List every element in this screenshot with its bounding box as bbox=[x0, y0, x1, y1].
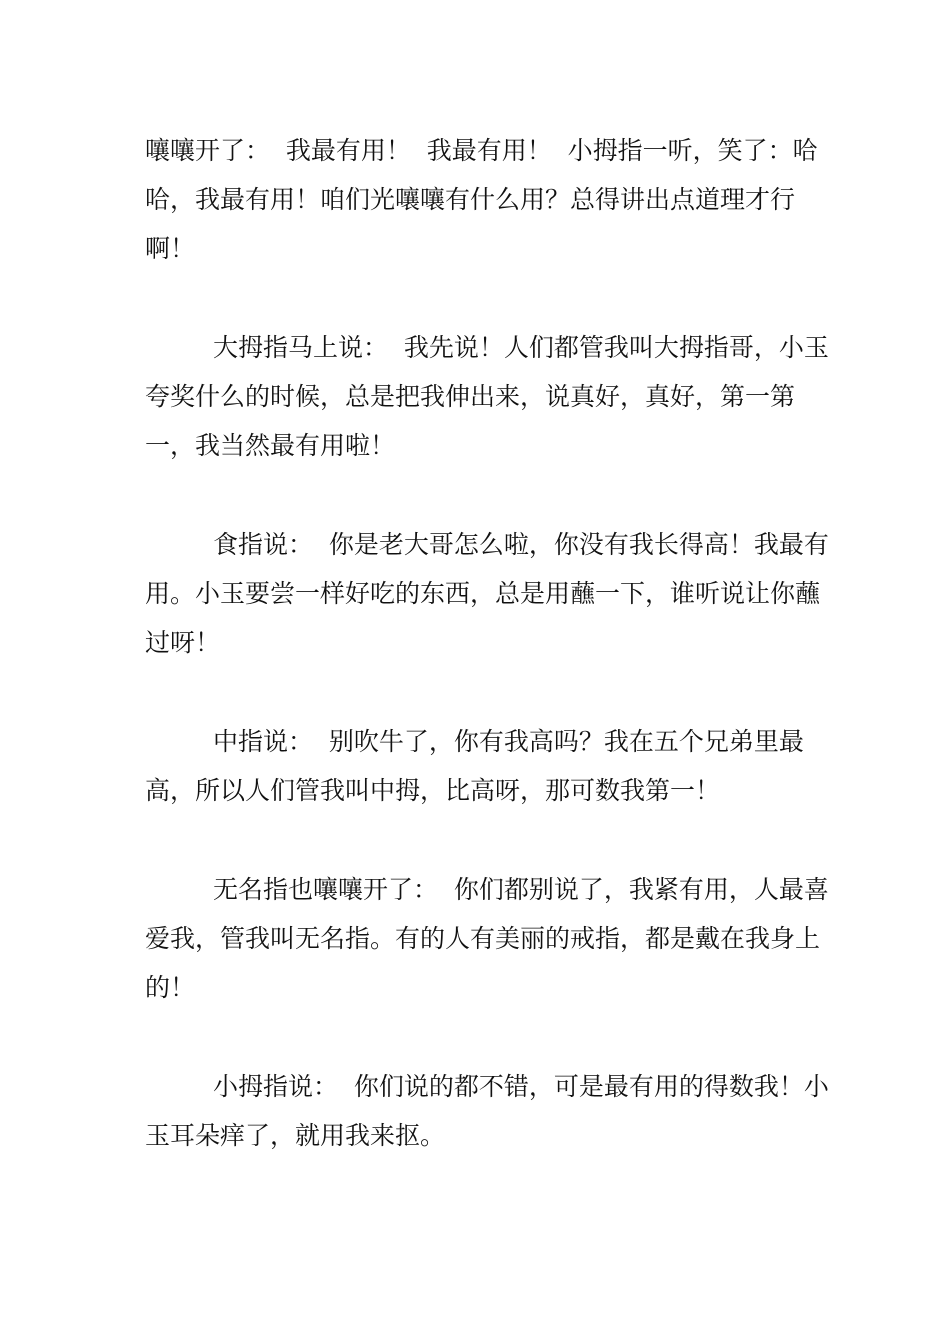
paragraph-3: 食指说： 你是老大哥怎么啦，你没有我长得高！我最有用。小玉要尝一样好吃的东西，总是用蘸一下，谁听说让你蘸过呀！ bbox=[145, 530, 829, 657]
document-body bbox=[145, 126, 835, 1210]
paragraph-1: 嚷嚷开了： 我最有用！ 我最有用！ 小拇指一听，笑了：哈哈，我最有用！咱们光嚷嚷有什么用？总得讲出点道理才行啊！ bbox=[145, 136, 818, 263]
paragraph-6: 小拇指说： 你们说的都不错，可是最有用的得数我！小玉耳朵痒了，就用我来抠。 bbox=[145, 1072, 829, 1150]
paragraph-2: 大拇指马上说： 我先说！人们都管我叫大拇指哥，小玉夸奖什么的时候，总是把我伸出来，说真好，真好，第一第一，我当然最有用啦！ bbox=[145, 333, 829, 460]
paragraph-5: 无名指也嚷嚷开了： 你们都别说了，我紧有用，人最喜爱我，管我叫无名指。有的人有美丽的戒指，都是戴在我身上的！ bbox=[145, 875, 829, 1002]
paragraph-4: 中指说： 别吹牛了，你有我高吗？我在五个兄弟里最高，所以人们管我叫中拇，比高呀，那可数我第一！ bbox=[145, 727, 804, 805]
